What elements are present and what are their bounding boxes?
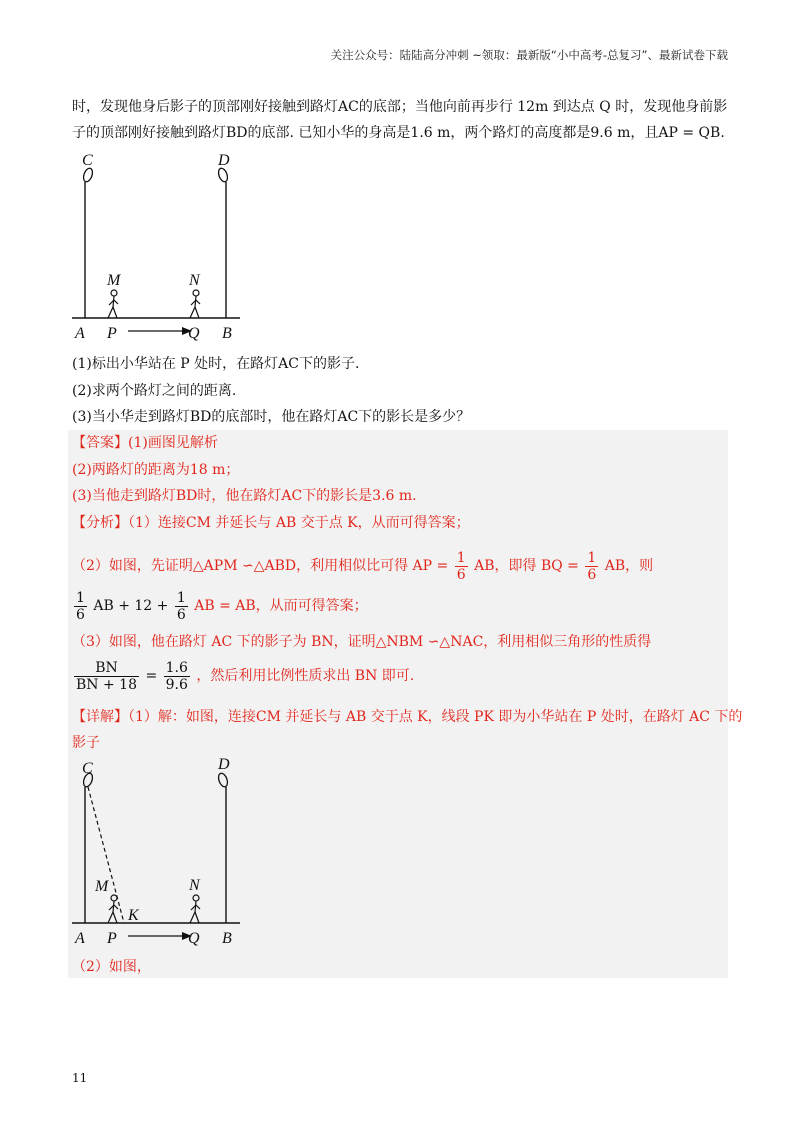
label-d: D: [218, 152, 230, 169]
label-n: N: [189, 272, 200, 289]
analysis-line-4: （3）如图，他在路灯 AC 下的影子为 BN，证明△NBM ∽△NAC，利用相似三角形的性质得: [72, 634, 652, 650]
label-k: K: [128, 907, 139, 924]
analysis-line-5: $\frac{BN}{BN + 18}$ = $\frac{1.6}{9.6}$ ，然后利用比例性质求出 BN 即可.: [76, 659, 415, 693]
label-m: M: [107, 272, 121, 289]
figure-streetlights-2: [72, 755, 252, 950]
person-n-icon: [190, 895, 200, 923]
analysis-tag: 【分析】: [72, 515, 128, 531]
page-header: 关注公众号：陆陆高分冲刺 ~领取：最新版“小中高考-总复习”、最新试卷下载: [330, 48, 728, 62]
fraction-bn: $\frac{BN}{BN + 18}$: [76, 659, 137, 693]
fraction-one-sixth: $\frac{1}{6}$: [587, 549, 597, 583]
problem-line-1: 时，发现他身后影子的顶部刚好接触到路灯AC的底部；当他向前再步行 12m 到达点 Q 时，发现他身前影: [72, 99, 728, 115]
detail-line-3: （2）如图，: [72, 959, 151, 975]
detail-line-1: 【详解】（1）解：如图，连接CM 并延长与 AB 交于点 K，线段 PK 即为小华站在 P 处时，在路灯 AC 下的: [72, 709, 743, 725]
answer-tag: 【答案】: [72, 435, 128, 451]
label-d: D: [218, 756, 230, 773]
fraction-one-sixth: $\frac{1}{6}$: [456, 549, 466, 583]
label-c: C: [82, 760, 93, 777]
fraction-ratio: $\frac{1.6}{9.6}$: [165, 659, 188, 693]
analysis-line-2: （2）如图，先证明△APM ∽△ABD，利用相似比可得 AP = $\frac{1}{6}$ AB，即得 BQ = $\frac{1}{6}$ AB，则: [72, 549, 654, 583]
label-c: C: [82, 152, 93, 169]
label-p: P: [107, 930, 117, 947]
answer-1: (1)画图见解析: [128, 435, 218, 451]
label-a: A: [75, 930, 85, 947]
answer-2: (2)两路灯的距离为18 m；: [72, 462, 240, 478]
problem-line-2: 子的顶部刚好接触到路灯BD的底部. 已知小华的身高是1.6 m，两个路灯的高度都是9.6 m，且AP = QB.: [72, 125, 725, 141]
fraction-one-sixth: $\frac{1}{6}$: [76, 589, 85, 623]
label-q: Q: [188, 930, 200, 947]
label-a: A: [75, 325, 85, 342]
label-q: Q: [188, 325, 200, 342]
label-n: N: [189, 877, 200, 894]
detail-tag: 【详解】: [72, 709, 128, 725]
person-n-icon: [190, 290, 200, 318]
answer-3: (3)当他走到路灯BD时，他在路灯AC下的影长是3.6 m.: [72, 488, 417, 504]
question-3: (3)当小华走到路灯BD的底部时，他在路灯AC下的影长是多少？: [72, 409, 471, 425]
answer-line-1: [72, 433, 218, 453]
analysis-line-1: 【分析】（1）连接CM 并延长与 AB 交于点 K，从而可得答案；: [72, 515, 470, 531]
question-2: (2)求两个路灯之间的距离.: [72, 383, 237, 399]
analysis-line-3: $\frac{1}{6}$ AB + 12 + $\frac{1}{6}$ AB = AB，从而可得答案；: [76, 589, 368, 623]
figure-streetlights-1: [72, 150, 252, 345]
question-1: (1)标出小华站在 P 处时，在路灯AC下的影子.: [72, 356, 360, 372]
label-b: B: [222, 325, 232, 342]
label-m: M: [95, 878, 109, 895]
label-b: B: [222, 930, 232, 947]
person-m-icon: [108, 290, 118, 318]
page-number: 11: [72, 1071, 88, 1085]
label-p: P: [107, 325, 117, 342]
detail-line-2: 影子: [72, 735, 100, 751]
person-m-icon: [108, 895, 118, 923]
fraction-one-sixth: $\frac{1}{6}$: [176, 589, 186, 623]
